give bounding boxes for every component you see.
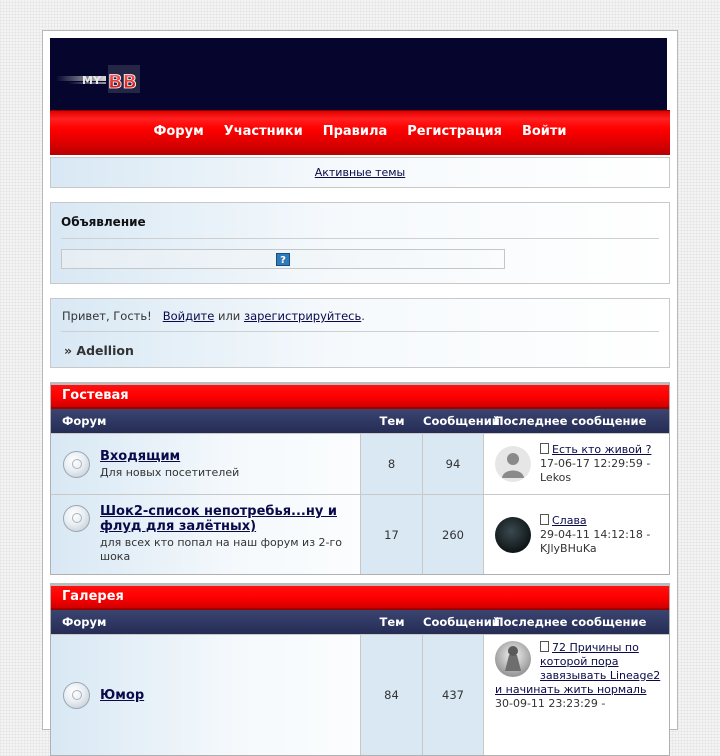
posts-count: 437 xyxy=(423,635,484,755)
forum-link[interactable]: Шок2-список непотребья...ну и флуд для залётных) xyxy=(100,504,337,534)
announcement-title: Объявление xyxy=(61,215,146,229)
col-last-post: Последнее сообщение xyxy=(494,615,647,629)
col-forum: Форум xyxy=(62,615,107,629)
topics-count: 84 xyxy=(361,635,423,755)
forum-status-icon xyxy=(63,451,90,478)
forum-link[interactable]: Юмор xyxy=(100,687,145,703)
last-post-user: Lekos xyxy=(540,471,572,484)
welcome-line xyxy=(62,309,365,323)
help-icon[interactable]: ? xyxy=(276,253,290,266)
col-forum: Форум xyxy=(62,414,107,428)
nav-forum[interactable]: Форум xyxy=(153,123,204,139)
announcement-content xyxy=(61,249,505,269)
divider xyxy=(61,331,659,332)
forum-cell xyxy=(51,434,361,494)
main-navbar xyxy=(50,110,670,155)
last-post-link[interactable]: Есть кто живой ? xyxy=(552,443,652,456)
divider xyxy=(61,238,659,239)
col-posts: Сообщений xyxy=(423,414,500,428)
col-posts: Сообщений xyxy=(423,615,500,629)
forum-link[interactable]: Входящим xyxy=(100,448,181,464)
active-topics-link[interactable]: Активные темы xyxy=(314,166,406,179)
announcement-box xyxy=(50,202,670,284)
last-post-user: KJlyBHuKa xyxy=(540,541,597,555)
nav-login[interactable]: Войти xyxy=(521,123,567,139)
last-post-link[interactable]: Слава xyxy=(552,513,587,527)
col-last-post: Последнее сообщение xyxy=(494,414,647,428)
posts-count: 260 xyxy=(423,495,484,574)
breadcrumb: » Adellion xyxy=(64,343,134,358)
table-header xyxy=(51,610,669,634)
mybb-logo[interactable] xyxy=(56,62,142,94)
or-text: или xyxy=(217,309,241,323)
svg-text:BB: BB xyxy=(108,71,137,93)
nav-rules[interactable]: Правила xyxy=(322,123,388,139)
avatar[interactable] xyxy=(495,517,531,553)
forum-row xyxy=(51,433,669,494)
last-post-cell xyxy=(484,495,669,574)
col-topics: Тем xyxy=(379,414,405,428)
last-post-date: 17-06-17 12:29:59 - xyxy=(540,457,651,470)
topics-count: 8 xyxy=(361,434,423,494)
active-topics-bar xyxy=(50,157,670,188)
period-text: . xyxy=(361,309,365,323)
forum-description: для всех кто попал на наш форум из 2-го шока xyxy=(100,536,343,563)
avatar[interactable] xyxy=(495,446,531,482)
posts-count: 94 xyxy=(423,434,484,494)
category-title[interactable]: Галерея xyxy=(51,586,669,610)
table-header xyxy=(51,409,669,433)
forum-status-icon xyxy=(63,682,90,709)
topics-count: 17 xyxy=(361,495,423,574)
nav-register[interactable]: Регистрация xyxy=(407,123,502,139)
site-header xyxy=(50,38,670,110)
svg-text:MY: MY xyxy=(82,74,101,87)
category-title[interactable]: Гостевая xyxy=(51,385,669,409)
page-inner xyxy=(50,38,670,756)
forum-status-icon xyxy=(63,505,90,532)
forum-cell xyxy=(51,635,361,755)
post-icon xyxy=(540,641,549,652)
last-post-date: 29-04-11 14:12:18 - xyxy=(540,527,651,541)
post-icon xyxy=(540,443,549,454)
forum-row xyxy=(51,634,669,755)
col-topics: Тем xyxy=(379,615,405,629)
forum-row xyxy=(51,494,669,574)
avatar[interactable] xyxy=(495,641,531,677)
login-link[interactable]: Войдите xyxy=(162,309,215,323)
forum-description: Для новых посетителей xyxy=(100,465,240,479)
page-wrapper xyxy=(42,30,678,730)
forum-cell xyxy=(51,495,361,574)
welcome-box xyxy=(50,298,670,368)
post-icon xyxy=(540,514,549,525)
last-post-link[interactable]: 72 Причины по которой пора завязывать Lineage2 и начинать жить нормаль xyxy=(495,641,661,696)
last-post-date: 30-09-11 23:23:29 - xyxy=(495,697,606,710)
category-gallery xyxy=(50,583,670,756)
last-post-cell xyxy=(484,434,669,494)
last-post-cell xyxy=(484,635,669,755)
category-guest xyxy=(50,382,670,575)
greeting-text: Привет, Гость! xyxy=(62,309,152,323)
register-link[interactable]: зарегистрируйтесь xyxy=(243,309,362,323)
nav-members[interactable]: Участники xyxy=(223,123,303,139)
